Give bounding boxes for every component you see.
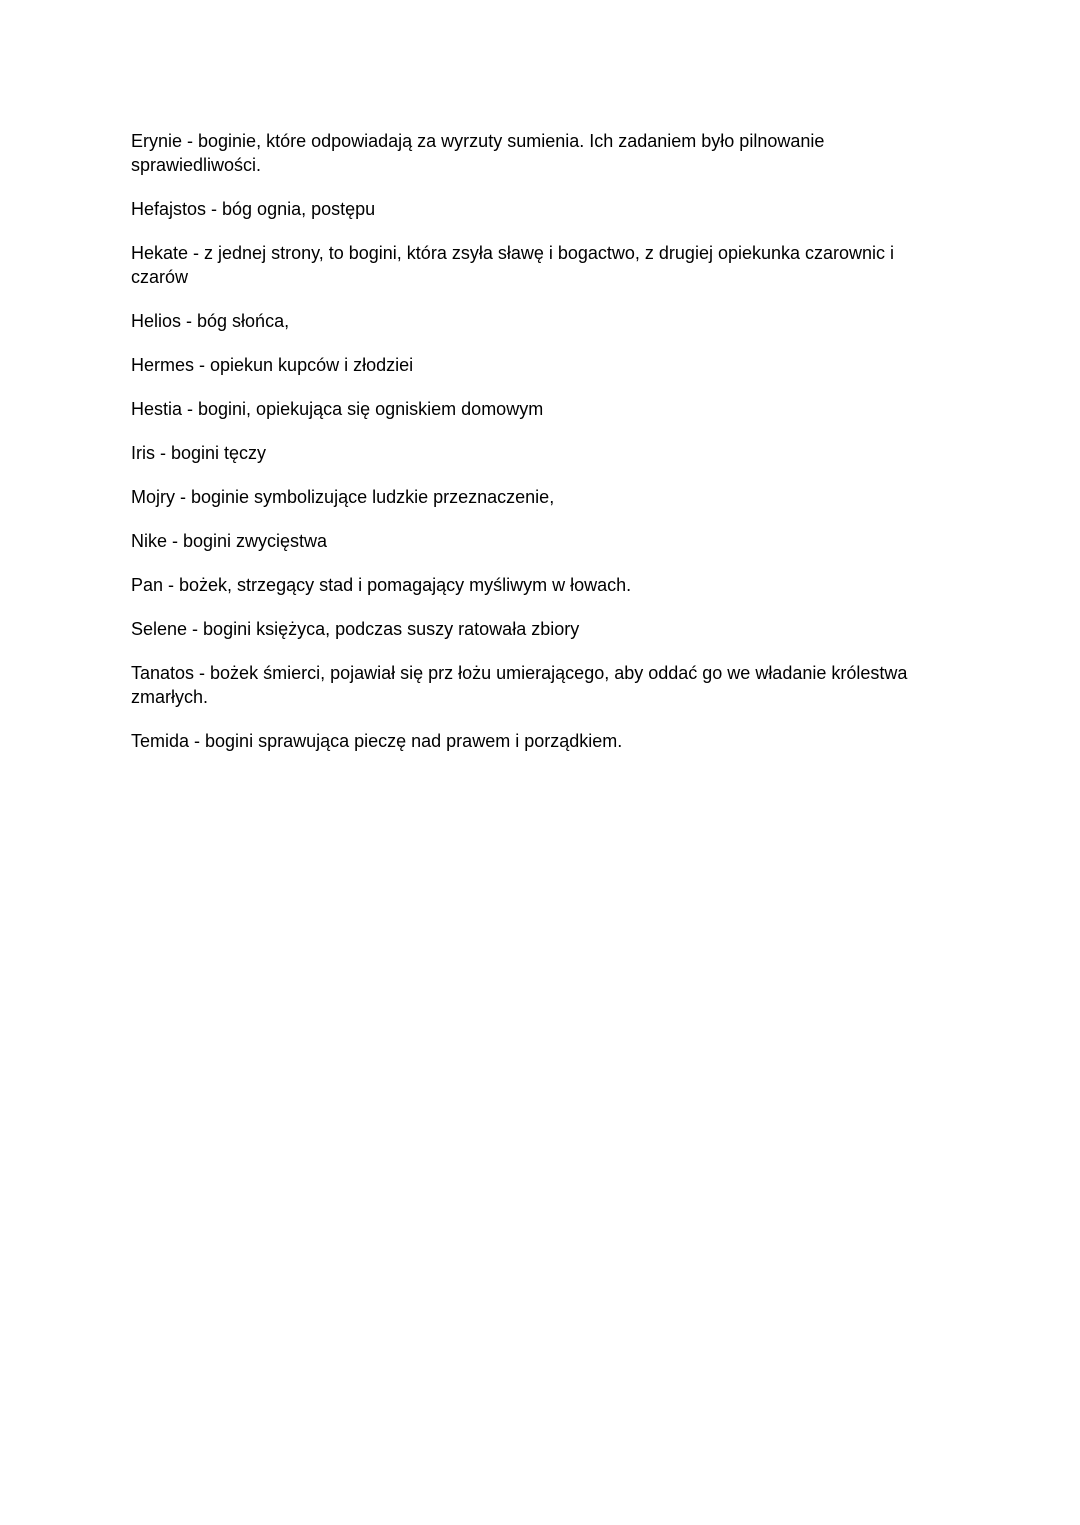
entry-hestia: Hestia - bogini, opiekująca się ogniskiem domowym [131, 399, 544, 419]
entry-helios: Helios - bóg słońca, [131, 311, 290, 331]
entry-tanatos: Tanatos - bożek śmierci, pojawiał się prz łożu umierającego, aby oddać go we władanie królestwa zmarłych. [131, 663, 908, 707]
entry-hermes: Hermes - opiekun kupców i złodziei [131, 355, 414, 375]
document-content [131, 129, 931, 773]
entry-iris: Iris - bogini tęczy [131, 443, 267, 463]
entry-nike: Nike - bogini zwycięstwa [131, 531, 328, 551]
entry-hekate: Hekate - z jednej strony, to bogini, która zsyła sławę i bogactwo, z drugiej opiekunka czarownic i czarów [131, 243, 895, 287]
entry-erynie: Erynie - boginie, które odpowiadają za wyrzuty sumienia. Ich zadaniem było pilnowanie sprawiedliwości. [131, 131, 825, 175]
entry-temida: Temida - bogini sprawująca pieczę nad prawem i porządkiem. [131, 731, 623, 751]
entry-pan: Pan - bożek, strzegący stad i pomagający myśliwym w łowach. [131, 575, 632, 595]
entry-hefajstos: Hefajstos - bóg ognia, postępu [131, 199, 376, 219]
entry-mojry: Mojry - boginie symbolizujące ludzkie przeznaczenie, [131, 487, 555, 507]
entry-selene: Selene - bogini księżyca, podczas suszy ratowała zbiory [131, 619, 580, 639]
